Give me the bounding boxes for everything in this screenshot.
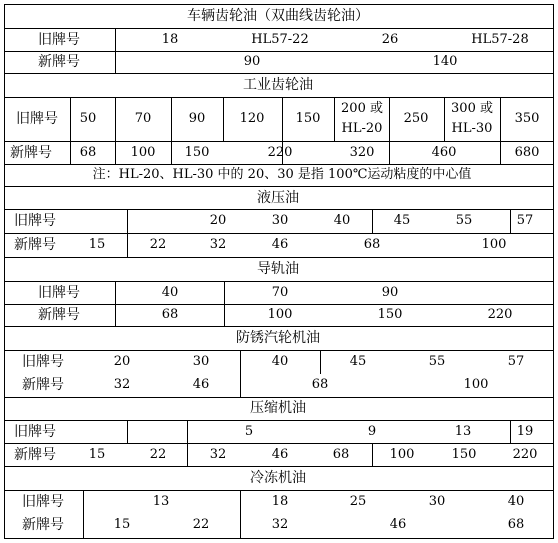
grade-value: 120 <box>239 111 265 126</box>
cell-divider <box>171 141 172 164</box>
grade-value: 40 <box>161 285 179 300</box>
cell-divider <box>389 97 390 141</box>
grade-value: 55 <box>455 213 473 228</box>
row-border <box>4 326 554 327</box>
grade-value: 30 <box>271 213 289 228</box>
section-title: 冷冻机油 <box>250 470 306 486</box>
grade-value: 57 <box>507 354 525 369</box>
cell-divider <box>187 420 188 466</box>
grade-value: 20 <box>113 354 131 369</box>
cell-divider <box>500 141 501 164</box>
old-grade-label: 旧牌号 <box>14 424 56 440</box>
row-border <box>4 281 554 282</box>
grade-value: 150 <box>451 447 477 462</box>
grade-value: 70 <box>271 285 289 300</box>
new-grade-label: 新牌号 <box>14 447 56 463</box>
cell-divider <box>444 97 445 141</box>
cell-divider <box>334 97 335 141</box>
grade-value: 300 或 <box>451 101 493 116</box>
grade-value: 320 <box>349 145 375 160</box>
grade-value: 460 <box>431 145 457 160</box>
row-border <box>4 209 554 210</box>
cell-divider <box>372 443 373 466</box>
grade-value: 20 <box>209 213 227 228</box>
grade-value: 13 <box>152 494 170 509</box>
grade-value: 150 <box>184 145 210 160</box>
row-border <box>4 51 554 52</box>
section-title: 工业齿轮油 <box>243 77 313 93</box>
grade-value: 250 <box>403 111 429 126</box>
grade-value: 30 <box>192 354 210 369</box>
grade-value: 30 <box>428 494 446 509</box>
grade-value: 46 <box>271 447 289 462</box>
grade-value: 68 <box>363 237 381 252</box>
row-border <box>4 466 554 467</box>
grade-value: 15 <box>88 237 106 252</box>
cell-divider <box>171 97 172 141</box>
grade-value: 15 <box>88 447 106 462</box>
row-border <box>4 4 554 5</box>
section-title: 防锈汽轮机油 <box>236 330 320 346</box>
old-grade-label: 旧牌号 <box>16 111 58 127</box>
grade-value: 26 <box>381 32 399 47</box>
new-grade-label: 新牌号 <box>14 237 56 253</box>
grade-value: 90 <box>243 54 261 69</box>
cell-divider <box>115 28 116 73</box>
cell-divider <box>224 281 225 326</box>
grade-value: 68 <box>332 447 350 462</box>
grade-value: 9 <box>367 424 377 439</box>
cell-divider <box>70 97 71 141</box>
old-grade-label: 旧牌号 <box>38 285 80 301</box>
grade-value: 32 <box>113 377 131 392</box>
grade-value: 200 或 <box>341 101 383 116</box>
grade-value: 90 <box>381 285 399 300</box>
grade-value: 25 <box>349 494 367 509</box>
grade-value: HL57-22 <box>251 32 309 47</box>
new-grade-label: 新牌号 <box>10 145 52 161</box>
footnote: 注：HL-20、HL-30 中的 20、30 是指 100℃运动粘度的中心值 <box>92 167 472 182</box>
cell-divider <box>320 350 321 374</box>
cell-divider <box>500 97 501 141</box>
cell-divider <box>83 490 84 538</box>
grade-value: 100 <box>267 307 293 322</box>
row-border <box>4 304 554 305</box>
grade-value: HL57-28 <box>471 32 529 47</box>
grade-value: 32 <box>209 237 227 252</box>
grade-value: 22 <box>149 447 167 462</box>
table-border-right <box>553 4 554 539</box>
grade-value: 220 <box>512 447 538 462</box>
grade-value: 22 <box>149 237 167 252</box>
old-grade-label: 旧牌号 <box>22 494 64 510</box>
cell-divider <box>223 97 224 141</box>
grade-value: 220 <box>487 307 513 322</box>
grade-value: 140 <box>432 54 458 69</box>
row-border <box>4 97 554 98</box>
grade-value: 45 <box>349 354 367 369</box>
grade-value: 40 <box>333 213 351 228</box>
grade-value: 100 <box>463 377 489 392</box>
grade-value: 40 <box>507 494 525 509</box>
section-title: 液压油 <box>257 190 299 206</box>
new-grade-label: 新牌号 <box>22 517 64 533</box>
grade-value: 100 <box>389 447 415 462</box>
grade-value: 57 <box>516 213 534 228</box>
row-border <box>4 164 554 165</box>
cell-divider <box>389 141 390 164</box>
row-border <box>4 490 554 491</box>
grade-value: 5 <box>244 424 254 439</box>
grade-value: 18 <box>161 32 179 47</box>
cell-divider <box>115 141 116 164</box>
grade-value: 15 <box>113 517 131 532</box>
row-border <box>4 257 554 258</box>
section-title: 导轨油 <box>257 261 299 277</box>
grade-value: 220 <box>267 145 293 160</box>
grade-value: 100 <box>130 145 156 160</box>
row-border <box>4 73 554 74</box>
grade-value: 32 <box>271 517 289 532</box>
grade-value: 22 <box>192 517 210 532</box>
grade-value: 40 <box>271 354 289 369</box>
cell-divider <box>115 281 116 326</box>
grade-value: 13 <box>454 424 472 439</box>
row-border <box>4 350 554 351</box>
grade-value: 55 <box>428 354 446 369</box>
grade-value: 46 <box>271 237 289 252</box>
cell-divider <box>510 209 511 233</box>
table-border-left <box>4 4 5 539</box>
grade-value: 68 <box>507 517 525 532</box>
cell-divider <box>115 97 116 141</box>
grade-value: HL-20 <box>341 121 383 136</box>
grade-value: 19 <box>516 424 534 439</box>
row-border <box>4 538 554 539</box>
cell-divider <box>510 420 511 443</box>
section-title: 压缩机油 <box>250 400 306 416</box>
grade-value: 70 <box>134 111 152 126</box>
new-grade-label: 新牌号 <box>38 307 80 323</box>
grade-value: 68 <box>311 377 329 392</box>
grade-value: 46 <box>389 517 407 532</box>
row-border <box>4 420 554 421</box>
row-border <box>4 397 554 398</box>
grade-value: 350 <box>514 111 540 126</box>
grade-value: 32 <box>209 447 227 462</box>
grade-value: 46 <box>192 377 210 392</box>
grade-value: 18 <box>271 494 289 509</box>
grade-value: 68 <box>161 307 179 322</box>
new-grade-label: 新牌号 <box>22 377 64 393</box>
cell-divider <box>240 350 241 397</box>
old-grade-label: 旧牌号 <box>14 213 56 229</box>
row-border <box>4 28 554 29</box>
row-border <box>4 186 554 187</box>
old-grade-label: 旧牌号 <box>22 354 64 370</box>
old-grade-label: 旧牌号 <box>38 32 80 48</box>
grade-value: 150 <box>377 307 403 322</box>
grade-value: 90 <box>188 111 206 126</box>
grade-value: 50 <box>79 111 97 126</box>
grade-value: 150 <box>295 111 321 126</box>
row-border <box>4 141 554 142</box>
grade-value: 100 <box>481 237 507 252</box>
grade-value: 680 <box>514 145 540 160</box>
row-border <box>4 443 554 444</box>
cell-divider <box>372 209 373 233</box>
row-border <box>4 233 554 234</box>
grade-value: 45 <box>393 213 411 228</box>
section-title: 车辆齿轮油（双曲线齿轮油） <box>187 8 369 24</box>
cell-divider <box>70 141 71 164</box>
cell-divider <box>240 490 241 538</box>
new-grade-label: 新牌号 <box>38 54 80 70</box>
grade-value: HL-30 <box>451 121 493 136</box>
cell-divider <box>282 97 283 141</box>
cell-divider <box>127 420 128 443</box>
grade-value: 68 <box>79 145 97 160</box>
cell-divider <box>127 209 128 257</box>
